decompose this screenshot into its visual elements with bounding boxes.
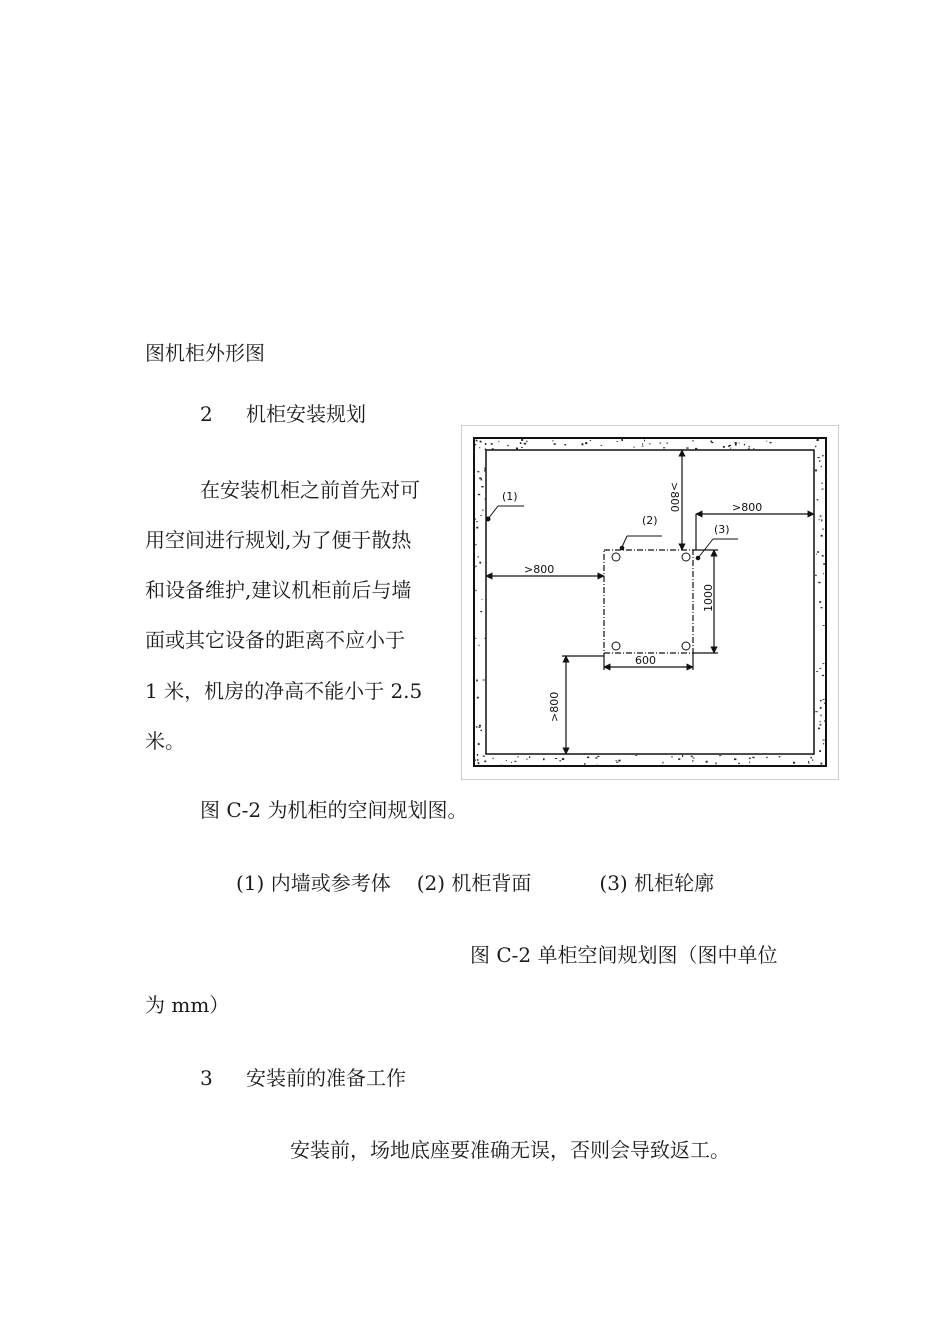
dim-right-label: >800 [732, 501, 763, 514]
legend-item: (3) 机柜轮廓 [599, 871, 715, 895]
figure-legend [236, 873, 714, 893]
callout-1-label: (1) [502, 490, 518, 503]
cabinet-outline [604, 550, 693, 653]
figure-c2-caption-continued: 为 mm） [145, 993, 230, 1017]
section-2-number: 2 [200, 402, 213, 426]
wall-band [474, 438, 827, 766]
paragraph-line: 1 米，机房的净高不能小于 2.5 [145, 679, 423, 703]
paragraph-line: 在安装机柜之前首先对可 [200, 478, 420, 502]
space-plan-diagram [462, 426, 838, 779]
dim-top-label: >800 [668, 482, 681, 513]
legend-item: (1) 内墙或参考体 [236, 871, 391, 895]
paragraph-line: 用空间进行规划,为了便于散热 [145, 528, 412, 552]
section-3-number: 3 [200, 1066, 213, 1090]
paragraph-line: 米。 [145, 729, 185, 753]
section-2-title: 机柜安装规划 [246, 402, 366, 426]
figure-c1-caption: 图机柜外形图 [145, 341, 265, 365]
section-3-title: 安装前的准备工作 [246, 1066, 406, 1090]
figure-c2-reference: 图 C-2 为机柜的空间规划图。 [200, 798, 468, 822]
paragraph-line: 和设备维护,建议机柜前后与墙 [145, 578, 412, 602]
section-2-heading [200, 404, 366, 424]
section-3-text: 安装前，场地底座要准确无误，否则会导致返工。 [290, 1138, 730, 1162]
dim-depth-label: 1000 [702, 584, 715, 612]
callout-2-label: (2) [642, 514, 658, 527]
dimension-lines [486, 450, 814, 754]
dim-left-label: >800 [524, 563, 555, 576]
cabinet-space-plan-figure [461, 425, 839, 780]
paragraph-line: 面或其它设备的距离不应小于 [145, 628, 405, 652]
legend-item: (2) 机柜背面 [416, 871, 532, 895]
figure-c2-caption: 图 C-2 单柜空间规划图（图中单位 [470, 943, 778, 967]
dim-width-label: 600 [635, 654, 656, 667]
dim-bottom-label: >800 [548, 691, 561, 722]
section-3-heading [200, 1068, 406, 1088]
callout-3-label: (3) [714, 523, 730, 536]
